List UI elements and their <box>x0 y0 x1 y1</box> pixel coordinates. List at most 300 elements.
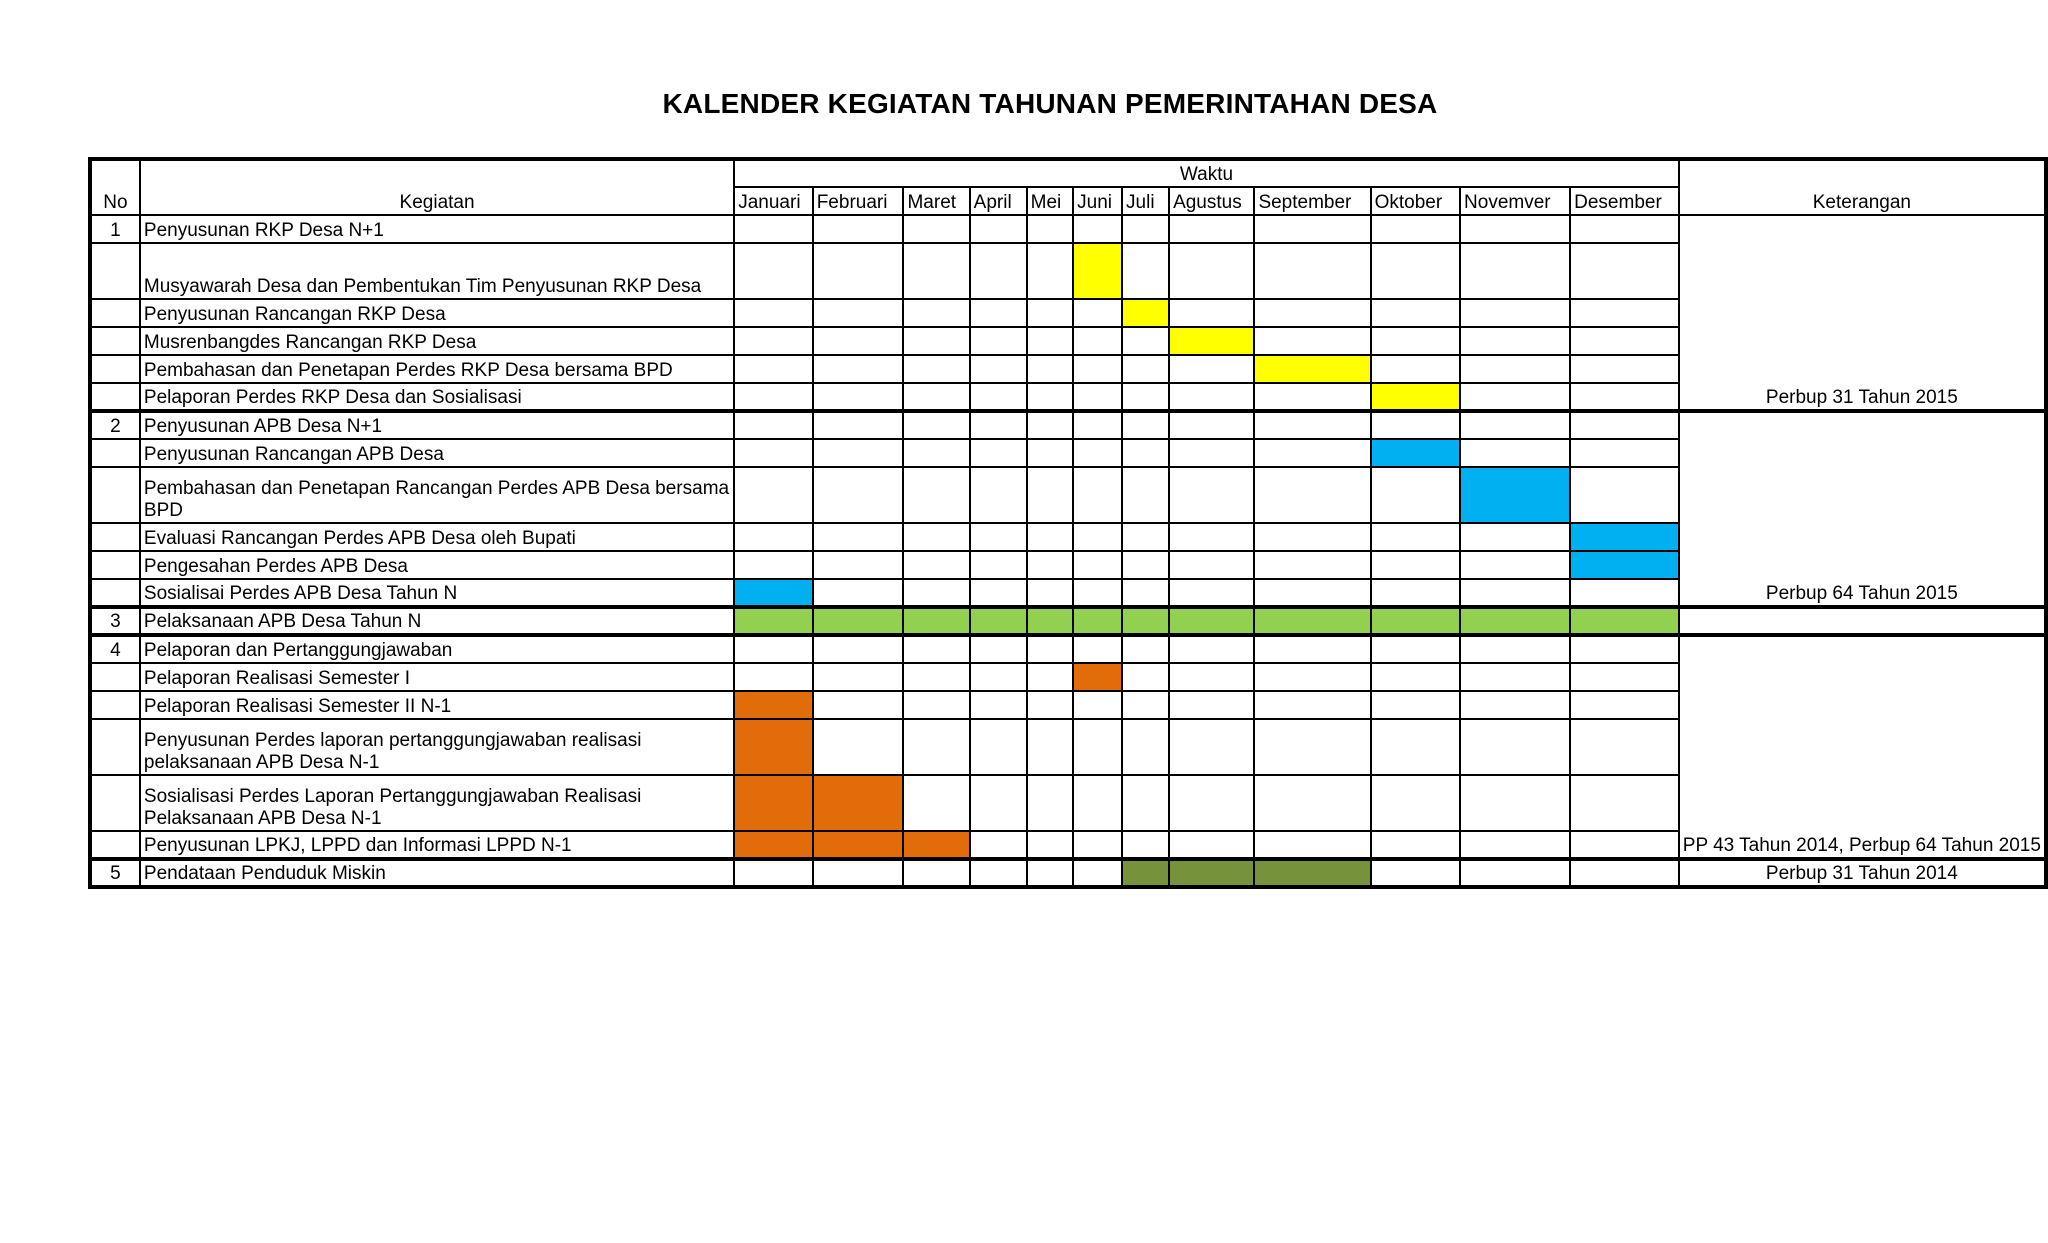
schedule-bar-oktober <box>1371 383 1460 411</box>
row-number <box>90 579 140 607</box>
schedule-cell <box>1027 467 1074 523</box>
schedule-cell <box>903 859 969 887</box>
schedule-cell <box>1027 831 1074 859</box>
month-header: April <box>970 187 1027 215</box>
activity-name: Pembahasan dan Penetapan Rancangan Perdes APB Desa bersama BPD <box>140 467 734 523</box>
schedule-cell <box>1254 327 1370 355</box>
schedule-bar-maret <box>903 607 969 635</box>
schedule-cell <box>734 355 812 383</box>
schedule-cell <box>1570 411 1679 439</box>
schedule-cell <box>1169 775 1254 831</box>
schedule-cell <box>1169 579 1254 607</box>
activity-name: Penyusunan Perdes laporan pertanggungjawaban realisasi pelaksanaan APB Desa N-1 <box>140 719 734 775</box>
schedule-cell <box>1169 243 1254 299</box>
schedule-bar-februari <box>813 775 904 831</box>
schedule-cell <box>1254 579 1370 607</box>
row-number <box>90 243 140 299</box>
row-number <box>90 775 140 831</box>
schedule-cell <box>734 467 812 523</box>
month-header: Oktober <box>1371 187 1460 215</box>
row-number <box>90 355 140 383</box>
activity-name: Penyusunan APB Desa N+1 <box>140 411 734 439</box>
schedule-cell <box>1254 383 1370 411</box>
schedule-cell <box>1073 523 1122 551</box>
activity-name: Penyusunan Rancangan RKP Desa <box>140 299 734 327</box>
schedule-bar-januari <box>734 579 812 607</box>
schedule-cell <box>734 635 812 663</box>
row-number <box>90 467 140 523</box>
schedule-cell <box>1570 691 1679 719</box>
schedule-cell <box>1169 551 1254 579</box>
activity-name: Penyusunan LPKJ, LPPD dan Informasi LPPD N-1 <box>140 831 734 859</box>
month-header: Agustus <box>1169 187 1254 215</box>
keterangan-note: Perbup 64 Tahun 2015 <box>1679 411 2046 607</box>
row-number <box>90 299 140 327</box>
schedule-cell <box>1570 775 1679 831</box>
schedule-cell <box>1460 299 1570 327</box>
schedule-cell <box>970 523 1027 551</box>
schedule-cell <box>813 635 904 663</box>
schedule-cell <box>1169 467 1254 523</box>
schedule-cell <box>1460 635 1570 663</box>
keterangan-note: Perbup 31 Tahun 2014 <box>1679 859 2046 887</box>
schedule-bar-oktober <box>1371 439 1460 467</box>
activity-name: Sosialisai Perdes APB Desa Tahun N <box>140 579 734 607</box>
schedule-cell <box>1122 327 1169 355</box>
row-number: 2 <box>90 411 140 439</box>
activity-name: Pendataan Penduduk Miskin <box>140 859 734 887</box>
schedule-cell <box>1073 859 1122 887</box>
schedule-bar-september <box>1254 607 1370 635</box>
schedule-cell <box>1460 691 1570 719</box>
schedule-cell <box>1460 411 1570 439</box>
schedule-cell <box>1371 579 1460 607</box>
schedule-cell <box>1254 663 1370 691</box>
schedule-cell <box>1371 411 1460 439</box>
schedule-cell <box>1371 243 1460 299</box>
schedule-bar-novemver <box>1460 607 1570 635</box>
schedule-bar-september <box>1254 355 1370 383</box>
schedule-cell <box>1460 579 1570 607</box>
schedule-cell <box>1122 635 1169 663</box>
activity-row <box>90 215 2046 243</box>
schedule-cell <box>1073 579 1122 607</box>
month-header: September <box>1254 187 1370 215</box>
schedule-cell <box>970 383 1027 411</box>
schedule-cell <box>1073 635 1122 663</box>
activity-row <box>90 411 2046 439</box>
schedule-cell <box>1027 215 1074 243</box>
activity-name: Pengesahan Perdes APB Desa <box>140 551 734 579</box>
schedule-cell <box>1570 243 1679 299</box>
schedule-bar-januari <box>734 775 812 831</box>
schedule-cell <box>1122 551 1169 579</box>
activity-row <box>90 607 2046 635</box>
schedule-cell <box>1122 439 1169 467</box>
schedule-cell <box>813 467 904 523</box>
schedule-cell <box>1371 663 1460 691</box>
schedule-cell <box>1073 299 1122 327</box>
schedule-cell <box>1254 691 1370 719</box>
schedule-cell <box>1570 579 1679 607</box>
schedule-cell <box>1027 579 1074 607</box>
schedule-bar-juli <box>1122 299 1169 327</box>
schedule-cell <box>813 215 904 243</box>
schedule-bar-desember <box>1570 551 1679 579</box>
schedule-cell <box>1073 215 1122 243</box>
schedule-cell <box>813 355 904 383</box>
schedule-cell <box>903 635 969 663</box>
schedule-cell <box>1371 327 1460 355</box>
schedule-cell <box>1570 215 1679 243</box>
schedule-cell <box>1570 831 1679 859</box>
schedule-cell <box>734 299 812 327</box>
schedule-cell <box>734 523 812 551</box>
keterangan-note: PP 43 Tahun 2014, Perbup 64 Tahun 2015 <box>1679 635 2046 859</box>
schedule-cell <box>1570 299 1679 327</box>
schedule-bar-juni <box>1073 607 1122 635</box>
schedule-bar-agustus <box>1169 607 1254 635</box>
schedule-cell <box>1027 243 1074 299</box>
schedule-cell <box>1570 467 1679 523</box>
schedule-cell <box>1073 719 1122 775</box>
schedule-cell <box>1073 327 1122 355</box>
schedule-cell <box>1122 215 1169 243</box>
schedule-cell <box>1460 243 1570 299</box>
schedule-cell <box>970 859 1027 887</box>
keterangan-note <box>1679 607 2046 635</box>
schedule-cell <box>1371 831 1460 859</box>
schedule-cell <box>1073 439 1122 467</box>
schedule-cell <box>1027 691 1074 719</box>
schedule-bar-juni <box>1073 663 1122 691</box>
schedule-cell <box>1570 439 1679 467</box>
schedule-cell <box>1027 635 1074 663</box>
schedule-cell <box>970 215 1027 243</box>
schedule-bar-desember <box>1570 523 1679 551</box>
schedule-cell <box>1460 719 1570 775</box>
schedule-cell <box>903 215 969 243</box>
activity-name: Musrenbangdes Rancangan RKP Desa <box>140 327 734 355</box>
activity-name: Pelaporan dan Pertanggungjawaban <box>140 635 734 663</box>
schedule-cell <box>903 467 969 523</box>
schedule-cell <box>813 719 904 775</box>
schedule-cell <box>1254 551 1370 579</box>
schedule-cell <box>1027 859 1074 887</box>
schedule-cell <box>1169 635 1254 663</box>
header-kegiatan: Kegiatan <box>140 159 734 215</box>
schedule-cell <box>1169 719 1254 775</box>
schedule-cell <box>1254 719 1370 775</box>
schedule-cell <box>1122 663 1169 691</box>
row-number <box>90 691 140 719</box>
page-title: KALENDER KEGIATAN TAHUNAN PEMERINTAHAN DESA <box>662 88 1438 119</box>
schedule-cell <box>1169 691 1254 719</box>
schedule-cell <box>1169 663 1254 691</box>
schedule-cell <box>734 439 812 467</box>
schedule-cell <box>970 551 1027 579</box>
month-header: Juni <box>1073 187 1122 215</box>
schedule-cell <box>970 299 1027 327</box>
schedule-bar-januari <box>734 719 812 775</box>
schedule-cell <box>1073 551 1122 579</box>
schedule-cell <box>1122 243 1169 299</box>
activity-name: Penyusunan Rancangan APB Desa <box>140 439 734 467</box>
header-no: No <box>90 159 140 215</box>
row-number <box>90 551 140 579</box>
schedule-cell <box>813 663 904 691</box>
schedule-cell <box>1254 299 1370 327</box>
schedule-cell <box>1073 383 1122 411</box>
month-header: Februari <box>813 187 904 215</box>
schedule-cell <box>1122 775 1169 831</box>
schedule-cell <box>813 579 904 607</box>
schedule-cell <box>1027 775 1074 831</box>
schedule-cell <box>1460 327 1570 355</box>
schedule-cell <box>1073 691 1122 719</box>
schedule-cell <box>1073 831 1122 859</box>
header-keterangan: Keterangan <box>1679 159 2046 215</box>
activity-row <box>90 635 2046 663</box>
schedule-cell <box>1254 215 1370 243</box>
schedule-cell <box>1460 215 1570 243</box>
schedule-cell <box>1371 859 1460 887</box>
month-header: Novemver <box>1460 187 1570 215</box>
activity-name: Evaluasi Rancangan Perdes APB Desa oleh Bupati <box>140 523 734 551</box>
schedule-cell <box>1460 831 1570 859</box>
activity-name: Penyusunan RKP Desa N+1 <box>140 215 734 243</box>
schedule-cell <box>813 439 904 467</box>
schedule-cell <box>1371 635 1460 663</box>
schedule-cell <box>970 243 1027 299</box>
schedule-cell <box>1254 775 1370 831</box>
row-number: 4 <box>90 635 140 663</box>
schedule-cell <box>1570 663 1679 691</box>
schedule-cell <box>1460 663 1570 691</box>
schedule-cell <box>970 663 1027 691</box>
schedule-cell <box>970 327 1027 355</box>
month-header: Januari <box>734 187 812 215</box>
schedule-cell <box>903 551 969 579</box>
schedule-cell <box>970 439 1027 467</box>
schedule-cell <box>1169 383 1254 411</box>
schedule-cell <box>813 383 904 411</box>
schedule-bar-desember <box>1570 607 1679 635</box>
schedule-cell <box>734 411 812 439</box>
schedule-cell <box>1570 859 1679 887</box>
activity-calendar-table <box>88 157 2048 889</box>
schedule-cell <box>1122 467 1169 523</box>
schedule-bar-agustus <box>1169 859 1254 887</box>
schedule-cell <box>1460 439 1570 467</box>
schedule-cell <box>813 551 904 579</box>
keterangan-note: Perbup 31 Tahun 2015 <box>1679 215 2046 411</box>
row-number: 1 <box>90 215 140 243</box>
schedule-cell <box>1122 523 1169 551</box>
schedule-cell <box>1254 467 1370 523</box>
schedule-cell <box>734 663 812 691</box>
schedule-cell <box>1254 635 1370 663</box>
schedule-cell <box>1169 215 1254 243</box>
schedule-cell <box>1460 523 1570 551</box>
schedule-cell <box>813 327 904 355</box>
schedule-cell <box>1073 775 1122 831</box>
schedule-cell <box>903 775 969 831</box>
schedule-cell <box>1371 775 1460 831</box>
schedule-cell <box>1169 355 1254 383</box>
schedule-cell <box>903 663 969 691</box>
schedule-cell <box>734 859 812 887</box>
row-number <box>90 831 140 859</box>
schedule-cell <box>1027 439 1074 467</box>
schedule-bar-januari <box>734 831 812 859</box>
schedule-cell <box>1169 439 1254 467</box>
schedule-cell <box>1371 691 1460 719</box>
schedule-cell <box>1027 383 1074 411</box>
schedule-cell <box>1027 299 1074 327</box>
schedule-bar-februari <box>813 607 904 635</box>
activity-name: Sosialisasi Perdes Laporan Pertanggungjawaban Realisasi Pelaksanaan APB Desa N-1 <box>140 775 734 831</box>
schedule-cell <box>903 355 969 383</box>
schedule-cell <box>1371 355 1460 383</box>
schedule-cell <box>970 719 1027 775</box>
schedule-cell <box>813 523 904 551</box>
activity-name: Pelaksanaan APB Desa Tahun N <box>140 607 734 635</box>
schedule-cell <box>1122 719 1169 775</box>
schedule-cell <box>1371 467 1460 523</box>
schedule-cell <box>1169 831 1254 859</box>
schedule-cell <box>1073 467 1122 523</box>
schedule-cell <box>1570 355 1679 383</box>
schedule-cell <box>970 831 1027 859</box>
schedule-cell <box>734 215 812 243</box>
schedule-cell <box>1254 523 1370 551</box>
row-number <box>90 719 140 775</box>
schedule-cell <box>1460 383 1570 411</box>
schedule-cell <box>813 691 904 719</box>
row-number: 5 <box>90 859 140 887</box>
schedule-cell <box>734 327 812 355</box>
schedule-cell <box>903 523 969 551</box>
schedule-cell <box>903 579 969 607</box>
activity-name: Pelaporan Perdes RKP Desa dan Sosialisasi <box>140 383 734 411</box>
schedule-cell <box>1254 243 1370 299</box>
row-number <box>90 383 140 411</box>
schedule-cell <box>1027 411 1074 439</box>
schedule-cell <box>734 243 812 299</box>
schedule-cell <box>813 299 904 327</box>
activity-name: Pelaporan Realisasi Semester II N-1 <box>140 691 734 719</box>
row-number <box>90 327 140 355</box>
schedule-cell <box>1570 635 1679 663</box>
month-header: Mei <box>1027 187 1074 215</box>
schedule-cell <box>1169 411 1254 439</box>
schedule-bar-agustus <box>1169 327 1254 355</box>
schedule-cell <box>970 635 1027 663</box>
schedule-bar-januari <box>734 691 812 719</box>
row-number <box>90 523 140 551</box>
schedule-cell <box>1073 411 1122 439</box>
schedule-cell <box>1570 719 1679 775</box>
schedule-cell <box>970 691 1027 719</box>
schedule-cell <box>970 467 1027 523</box>
schedule-cell <box>1570 383 1679 411</box>
schedule-cell <box>903 411 969 439</box>
header-waktu: Waktu <box>734 159 1679 187</box>
schedule-cell <box>1460 859 1570 887</box>
schedule-cell <box>903 719 969 775</box>
schedule-cell <box>1169 523 1254 551</box>
schedule-cell <box>1027 327 1074 355</box>
schedule-cell <box>1122 411 1169 439</box>
schedule-bar-mei <box>1027 607 1074 635</box>
schedule-cell <box>1371 551 1460 579</box>
activity-name: Pembahasan dan Penetapan Perdes RKP Desa bersama BPD <box>140 355 734 383</box>
schedule-cell <box>970 355 1027 383</box>
schedule-cell <box>1254 439 1370 467</box>
activity-name: Musyawarah Desa dan Pembentukan Tim Penyusunan RKP Desa <box>140 243 734 299</box>
schedule-bar-maret <box>903 831 969 859</box>
schedule-cell <box>813 243 904 299</box>
schedule-bar-novemver <box>1460 467 1570 523</box>
schedule-cell <box>1254 831 1370 859</box>
schedule-cell <box>813 411 904 439</box>
schedule-cell <box>970 411 1027 439</box>
schedule-cell <box>1371 523 1460 551</box>
schedule-bar-juli <box>1122 607 1169 635</box>
schedule-cell <box>903 383 969 411</box>
schedule-cell <box>903 299 969 327</box>
schedule-cell <box>1460 355 1570 383</box>
month-header: Juli <box>1122 187 1169 215</box>
schedule-cell <box>903 691 969 719</box>
schedule-cell <box>970 775 1027 831</box>
schedule-bar-juni <box>1073 243 1122 299</box>
activity-name: Pelaporan Realisasi Semester I <box>140 663 734 691</box>
schedule-cell <box>903 327 969 355</box>
schedule-cell <box>1371 299 1460 327</box>
row-number: 3 <box>90 607 140 635</box>
schedule-cell <box>1122 355 1169 383</box>
schedule-cell <box>734 551 812 579</box>
schedule-cell <box>1371 215 1460 243</box>
schedule-cell <box>1027 719 1074 775</box>
month-header: Maret <box>903 187 969 215</box>
schedule-cell <box>1122 579 1169 607</box>
schedule-cell <box>1371 719 1460 775</box>
schedule-cell <box>734 383 812 411</box>
schedule-cell <box>1169 299 1254 327</box>
schedule-cell <box>1122 383 1169 411</box>
schedule-cell <box>1027 663 1074 691</box>
schedule-cell <box>1027 551 1074 579</box>
schedule-cell <box>903 439 969 467</box>
schedule-cell <box>970 579 1027 607</box>
schedule-cell <box>813 859 904 887</box>
schedule-cell <box>1460 775 1570 831</box>
schedule-bar-april <box>970 607 1027 635</box>
schedule-cell <box>1027 523 1074 551</box>
schedule-bar-februari <box>813 831 904 859</box>
schedule-cell <box>1073 355 1122 383</box>
schedule-cell <box>903 243 969 299</box>
schedule-bar-september <box>1254 859 1370 887</box>
activity-row <box>90 859 2046 887</box>
row-number <box>90 439 140 467</box>
schedule-cell <box>1460 551 1570 579</box>
schedule-cell <box>1254 411 1370 439</box>
schedule-cell <box>1122 691 1169 719</box>
